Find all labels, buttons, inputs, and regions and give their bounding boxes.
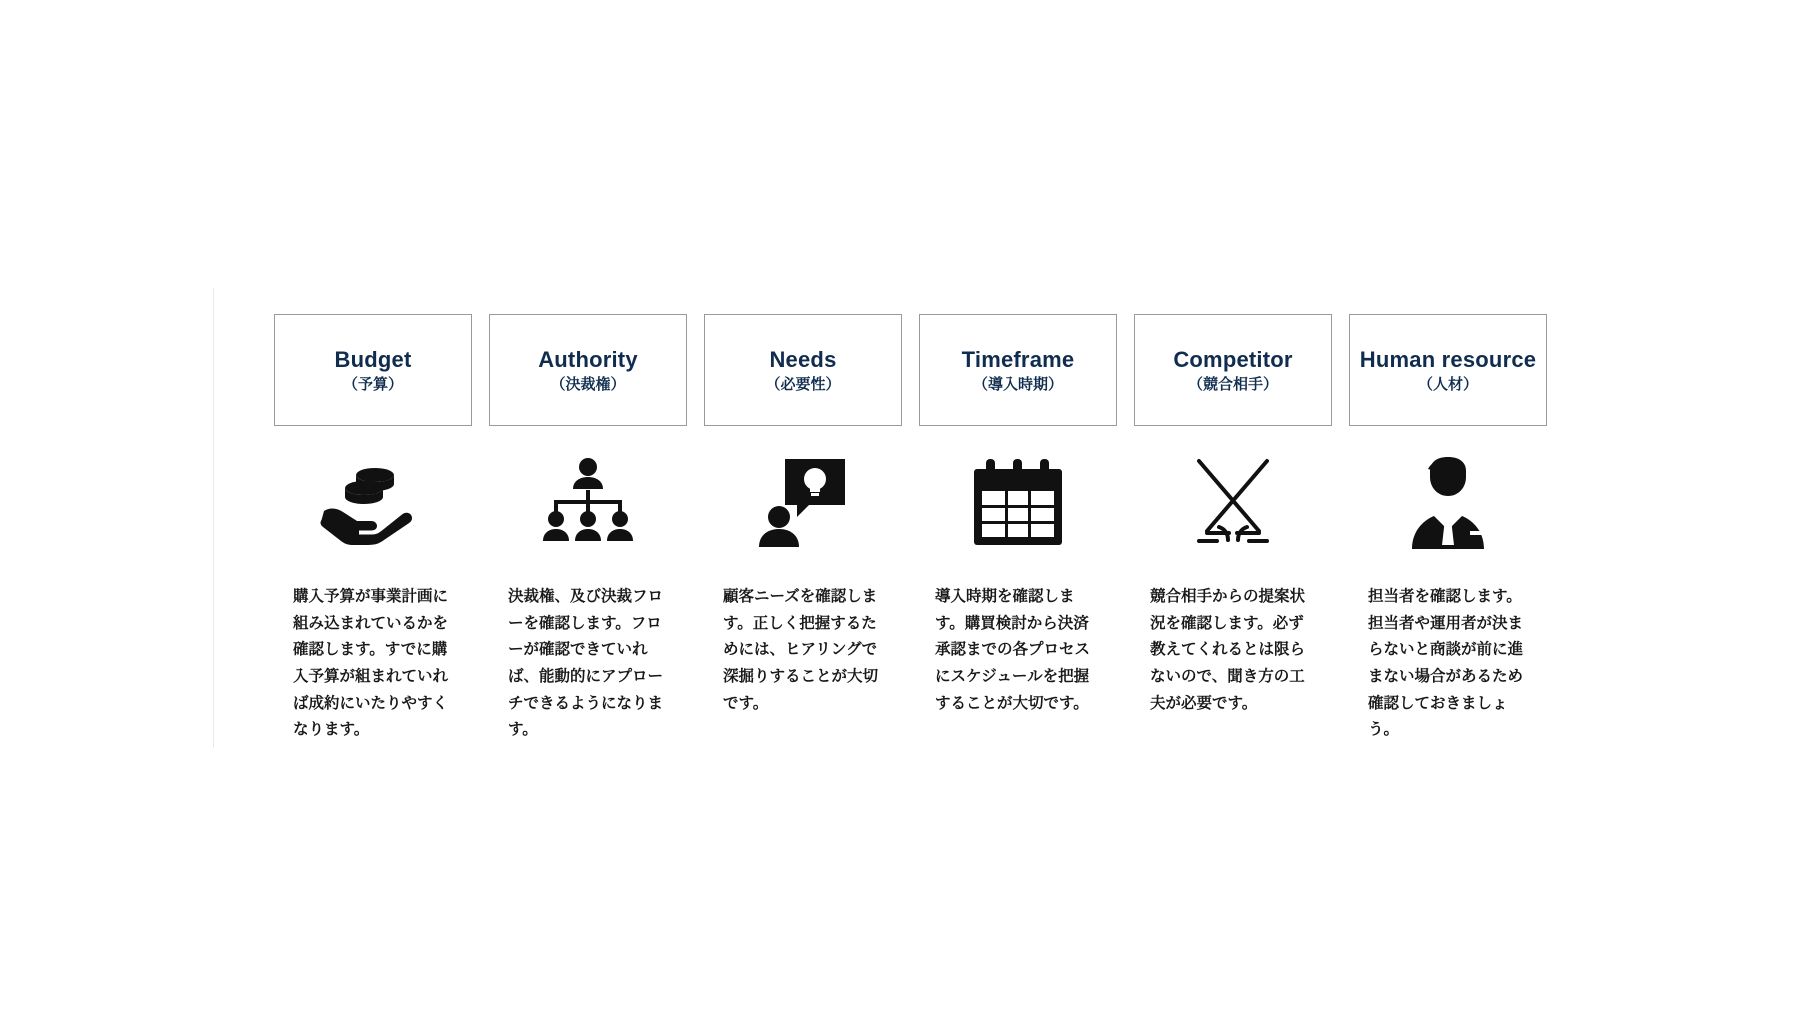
card-human-resource — [1349, 314, 1547, 426]
card-description: 顧客ニーズを確認します。正しく把握するためには、ヒアリングで深掘りすることが大切です。 — [723, 588, 879, 712]
card-title-ja: （予算） — [342, 376, 403, 394]
card-budget — [274, 314, 472, 426]
card-authority — [489, 314, 687, 426]
coins-in-hand-icon — [273, 444, 473, 562]
card-title-en: Authority — [538, 346, 638, 372]
card-title-en: Human resource — [1359, 346, 1537, 372]
card-title-en: Budget — [334, 346, 412, 372]
businessman-icon — [1348, 444, 1548, 562]
left-divider — [213, 288, 214, 748]
card-description: 担当者を確認します。担当者や運用者が決まらないと商談が前に進まない場合があるため確認しておきましょう。 — [1368, 588, 1524, 739]
org-chart-people-icon — [488, 444, 688, 562]
card-description: 競合相手からの提案状況を確認します。必ず教えてくれるとは限らないので、聞き方の工夫が必要です。 — [1150, 588, 1306, 712]
card-title-ja: （導入時期） — [972, 376, 1063, 394]
card-title-ja: （競合相手） — [1187, 376, 1278, 394]
framework-column-competitor — [1133, 314, 1333, 717]
framework-column-budget — [273, 314, 473, 744]
card-description: 決裁権、及び決裁フローを確認します。フローが確認できていれば、能動的にアプローチできるようになります。 — [508, 588, 664, 739]
card-title-ja: （必要性） — [765, 376, 841, 394]
card-description: 購入予算が事業計画に組み込まれているかを確認します。すでに購入予算が組まれていれば成約にいたりやすくなります。 — [293, 588, 449, 739]
person-idea-bubble-icon — [703, 444, 903, 562]
bantch-framework-board — [273, 314, 1565, 744]
card-competitor — [1134, 314, 1332, 426]
card-title-en: Needs — [769, 346, 837, 372]
framework-column-human-resource — [1348, 314, 1548, 744]
framework-column-authority — [488, 314, 688, 744]
crossed-swords-icon — [1133, 444, 1333, 562]
card-description: 導入時期を確認します。購買検討から決済承認までの各プロセスにスケジュールを把握することが大切です。 — [935, 588, 1091, 712]
card-needs — [704, 314, 902, 426]
card-title-ja: （決裁権） — [550, 376, 626, 394]
framework-column-timeframe — [918, 314, 1118, 717]
card-title-en: Timeframe — [961, 346, 1075, 372]
card-timeframe — [919, 314, 1117, 426]
framework-column-needs — [703, 314, 903, 717]
calendar-icon — [918, 444, 1118, 562]
card-title-ja: （人材） — [1417, 376, 1478, 394]
card-title-en: Competitor — [1173, 346, 1293, 372]
